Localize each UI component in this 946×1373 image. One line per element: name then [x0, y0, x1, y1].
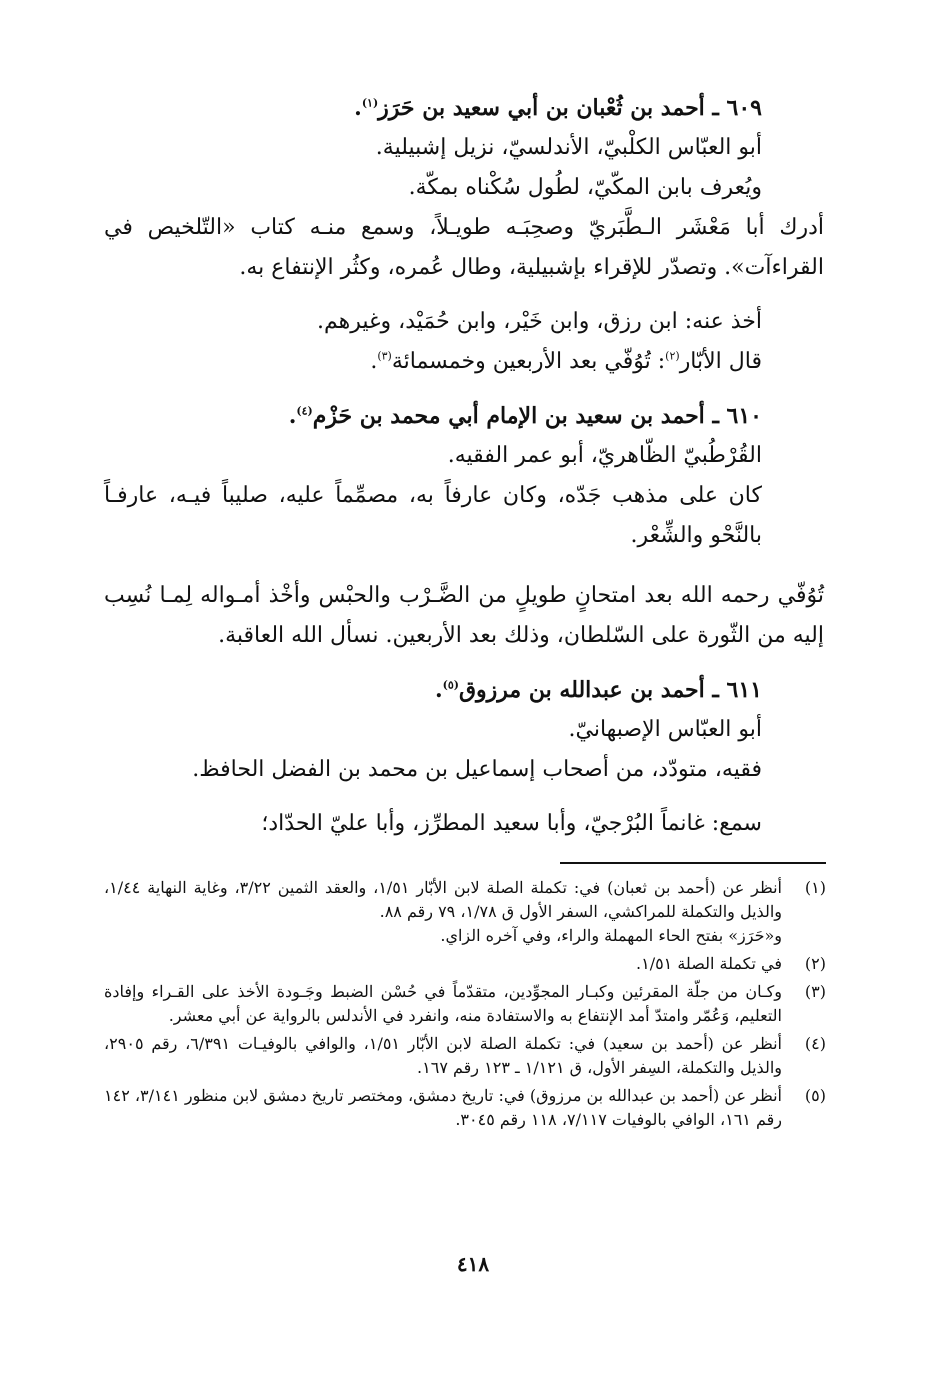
footnote-5 — [104, 1084, 826, 1132]
footnote-number: (٣) — [804, 982, 826, 1001]
footnote-2 — [104, 952, 826, 976]
entry-609 — [104, 88, 824, 382]
entry-line: قال الأبّار$^{(٢)}$: تُوُفّي بعد الأربعين وخمسمائة$^{(٣)}$. — [370, 349, 762, 374]
footnote-number: (٤) — [804, 1034, 826, 1053]
entry-line: ويُعرف بابن المكّيّ، لطُول سُكْناه بمكّة. — [408, 175, 762, 200]
footnote-4 — [104, 1032, 826, 1080]
footnote-3 — [104, 980, 826, 1028]
footnote-ref[interactable]: (١) — [361, 96, 379, 110]
footnote-number: (١) — [804, 878, 826, 897]
entry-line: أبو العبّاس الإصبهانيّ. — [568, 717, 762, 742]
footnote-text: أنظر عن (أحمد بن سعيد) في: تكملة الصلة لابن الأبّار ١/٥١، والوافي بالوفيـات ٦/٣٩١، رقم ٢٩٠٥، والذيل والتكملة، السِفر الأول، ق ١/١٢١ ـ ١٢٣ رقم ١٦٧. — [104, 1034, 783, 1077]
footnote-ref[interactable]: (٥) — [442, 678, 459, 692]
footnote-ref[interactable]: (٢) — [665, 349, 680, 363]
entry-line: سمع: غانماً البُرْجيّ، وأبا سعيد المطرِّز، وأبا عليّ الحدّاد؛ — [261, 811, 762, 836]
entry-line: القُرْطُبيّ الظّاهريّ، أبو عمر الفقيه. — [447, 443, 762, 468]
page-number: ٤١٨ — [456, 1252, 490, 1276]
footnote-text: أنظر عن (أحمد بن ثعبان) في: تكملة الصلة لابن الأبّار ١/٥١، والعقد الثمين ٣/٢٢، وغاية النهاية ١/٤٤، والذيل والتكملة للمراكشي، السفر الأول ق ١/٧٨، ٧٩ رقم ٨٨. و«حَرَز» بفتح الحاء المهملة والراء، وفي آخره الزاي. — [104, 878, 782, 945]
entry-heading: ٦١٠ ـ أحمد بن سعيد بن الإمام أبي محمد بن حَزْم$^{(٤)}$. — [288, 403, 762, 429]
entry-610 — [104, 396, 824, 656]
footnote-text: في تكملة الصلة ١/٥١. — [636, 954, 782, 973]
entry-line: أخذ عنه: ابن رزق، وابن خَيْر، وابن حُمَيْد، وغيرهم. — [316, 309, 762, 334]
entry-paragraph: تُوُفّي رحمه الله بعد امتحانٍ طويلٍ من الضَّـرْب والحبْس وأخْذ أمـواله لِمـا نُسِب إليه من الثّورة على السّلطان، وذلك بعد الأربعين. نسأل الله العاقبة. — [104, 583, 824, 648]
footnote-ref[interactable]: (٤) — [296, 404, 313, 418]
footnotes — [104, 876, 826, 1136]
footnote-number: (٢) — [804, 954, 826, 973]
footnote-ref[interactable]: (٣) — [377, 349, 392, 363]
entry-line: فقيه، متودّد، من أصحاب إسماعيل بن محمد بن الفضل الحافظ. — [192, 757, 762, 782]
entry-heading: ٦١١ ـ أحمد بن عبدالله بن مرزوق$^{(٥)}$. — [434, 677, 762, 703]
entry-paragraph: كان على مذهب جَدّه، وكان عارفاً به، مصمِّماً عليه، صليباً فيـه، عارفـاً بالنَّحْو والشِّعْر. — [104, 483, 762, 548]
main-text — [104, 88, 824, 844]
entry-line: أبو العبّاس الكلْبيّ، الأندلسيّ، نزيل إشبيلية. — [375, 135, 762, 160]
footnote-1 — [104, 876, 826, 948]
footnote-text: وكـان من جلّة المقرئين وكبـار المجوِّدين، متقدّماً في حُسْن الضبط وجَـودة الأخذ على القـراء وإفادة التعليم، وَعُمّر وامتدّ أمد الإنتفاع به والاستفادة منه، وانفرد في الأندلس بالرواية عن أبي معشر. — [104, 982, 782, 1025]
footnote-number: (٥) — [804, 1086, 826, 1105]
entry-paragraph: أدرك أبا مَعْشَر الـطَّبَريّ وصحِبَـه طويـلاً، وسمع منـه كتاب «التّلخيص في القراءآت». وتصدّر للإقراء بإشبيلية، وطال عُمره، وكثُر الإنتفاع به. — [104, 215, 824, 280]
footnote-text: أنظر عن (أحمد بن عبدالله بن مرزوق) في: تاريخ دمشق، ومختصر تاريخ دمشق لابن منظور ٣/١٤١، ١٤٢ رقم ١٦١، الوافي بالوفيات ٧/١١٧، ١١٨ رقم ٣٠٤٥. — [104, 1086, 783, 1129]
footnote-divider — [560, 862, 826, 864]
entry-heading: ٦٠٩ ـ أحمد بن ثُعْبان بن أبي سعيد بن حَرَز$^{(١)}$. — [354, 95, 762, 121]
entry-611 — [104, 670, 824, 844]
